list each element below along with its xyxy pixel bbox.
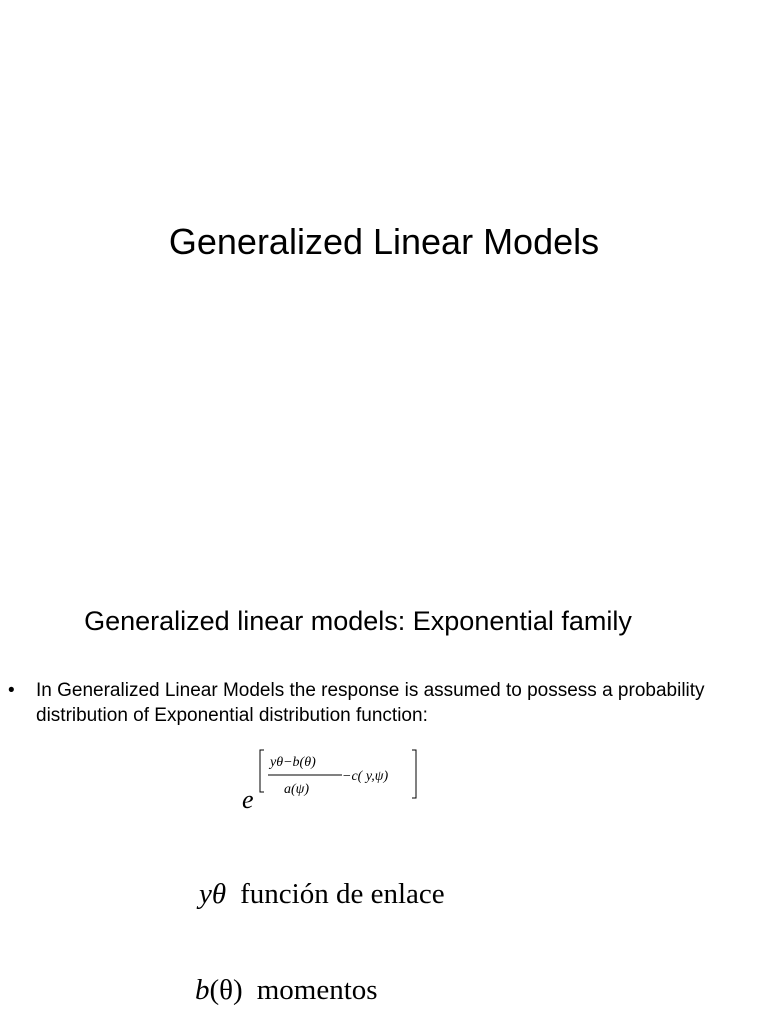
definition-symbol-paren: (θ) <box>209 974 243 1006</box>
formula-minus-term: −c( y,ψ) <box>342 769 389 784</box>
definition-link-function <box>199 876 445 912</box>
formula-base: e <box>242 785 254 814</box>
formula-right-bracket <box>412 750 416 798</box>
formula-left-bracket <box>260 750 264 792</box>
definition-label: función de enlace <box>240 878 445 910</box>
definition-symbol: yθ <box>199 878 227 910</box>
formula-denominator: a(ψ) <box>284 782 310 797</box>
slide-title: Generalized Linear Models <box>168 221 600 262</box>
definition-symbol-b: b <box>195 974 210 1006</box>
definition-label: momentos <box>256 974 378 1006</box>
bullet-symbol: • <box>8 680 15 701</box>
bullet-text: In Generalized Linear Models the response is assumed to possess a probability distribution of Exponential distribution function: <box>36 680 705 726</box>
definition-moments <box>195 972 378 1008</box>
formula-numerator: yθ−b(θ) <box>270 755 316 770</box>
exponential-family-formula <box>236 742 436 822</box>
section-title: Generalized linear models: Exponential family <box>84 606 632 636</box>
